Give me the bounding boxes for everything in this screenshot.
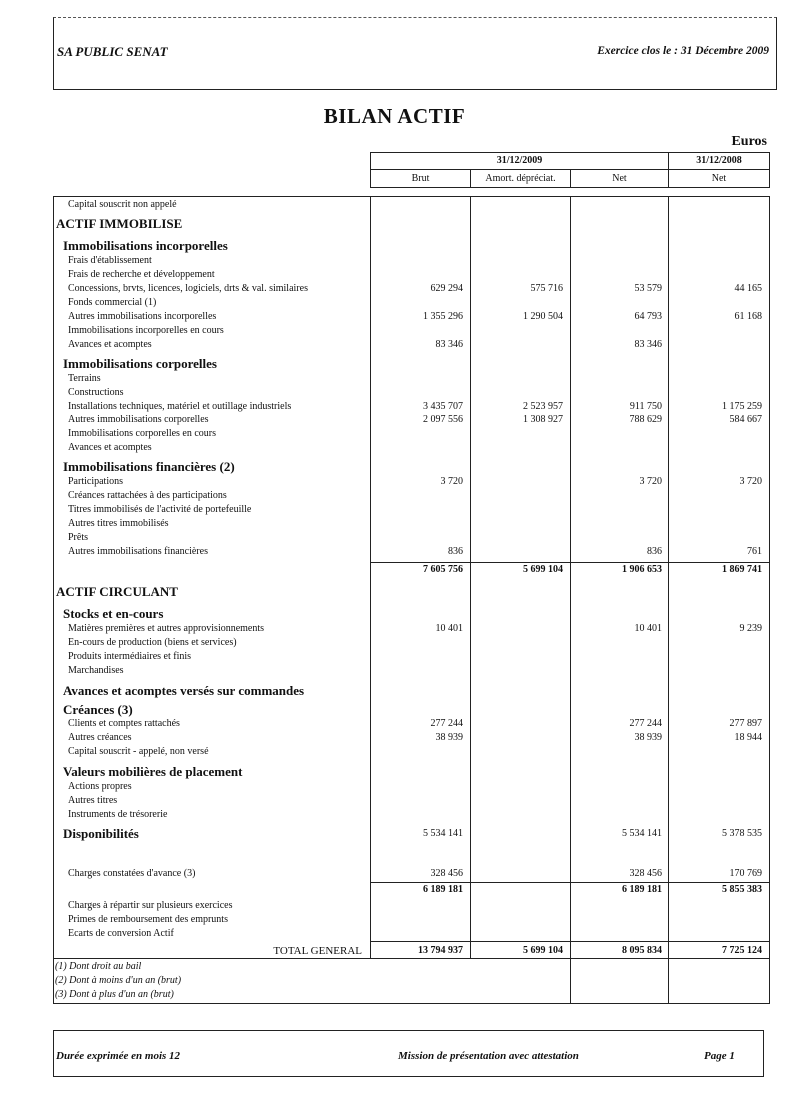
section-heading: ACTIF IMMOBILISE <box>56 216 183 231</box>
cell-prev: 3 720 <box>739 476 762 487</box>
row-label: Participations <box>68 476 123 487</box>
cell-brut: 10 401 <box>435 623 463 634</box>
row-label: Autres titres <box>68 795 118 806</box>
column-header-net-prev: Net <box>668 169 770 188</box>
column-header-brut: Brut <box>370 169 471 188</box>
cell-prev: 18 944 <box>734 732 762 743</box>
cell-prev: 7 725 124 <box>722 945 762 956</box>
row-label: Autres immobilisations corporelles <box>68 414 209 425</box>
subsection-heading: Valeurs mobilières de placement <box>63 764 243 779</box>
subsection-heading: Immobilisations corporelles <box>63 356 217 371</box>
row-label: Frais de recherche et développement <box>68 269 215 280</box>
subsection-heading: Disponibilités <box>63 826 139 841</box>
row-label: Actions propres <box>68 781 132 792</box>
cell-brut: 3 720 <box>440 476 463 487</box>
cell-prev: 761 <box>747 546 762 557</box>
cell-prev: 44 165 <box>734 283 762 294</box>
cell-brut: 2 097 556 <box>423 414 463 425</box>
table-top-border <box>53 196 770 197</box>
subsection-heading: Créances (3) <box>63 702 133 717</box>
cell-prev: 584 667 <box>729 414 762 425</box>
cell-brut: 629 294 <box>430 283 463 294</box>
row-label: Immobilisations incorporelles en cours <box>68 325 224 336</box>
row-label: Capital souscrit - appelé, non versé <box>68 746 209 757</box>
cell-amort: 1 290 504 <box>523 311 563 322</box>
company-name: SA PUBLIC SENAT <box>57 44 168 59</box>
row-label: Instruments de trésorerie <box>68 809 168 820</box>
subsection-heading: Avances et acomptes versés sur commandes <box>63 683 305 698</box>
subsection-heading: Immobilisations incorporelles <box>63 238 228 253</box>
total-line <box>370 941 770 942</box>
column-header-net: Net <box>570 169 669 188</box>
row-label: Terrains <box>68 373 101 384</box>
cell-prev: 170 769 <box>729 868 762 879</box>
cell-net: 64 793 <box>634 311 662 322</box>
col-divider <box>470 196 471 958</box>
cell-prev: 277 897 <box>729 718 762 729</box>
row-label: Produits intermédiaires et finis <box>68 651 192 662</box>
cell-prev: 61 168 <box>734 311 762 322</box>
row-label: Autres titres immobilisés <box>68 518 169 529</box>
row-label: Autres immobilisations financières <box>68 546 208 557</box>
cell-brut: 5 534 141 <box>423 828 463 839</box>
cell-amort: 5 699 104 <box>523 945 563 956</box>
cell-net: 836 <box>647 546 662 557</box>
row-label: Marchandises <box>68 665 124 676</box>
cell-amort: 2 523 957 <box>523 401 563 412</box>
row-label: Charges à répartir sur plusieurs exercices <box>68 900 233 911</box>
page-title: BILAN ACTIF <box>323 104 466 128</box>
cell-prev: 9 239 <box>739 623 762 634</box>
row-label: Avances et acomptes <box>68 442 152 453</box>
subtotal-line <box>370 882 770 883</box>
cell-net: 277 244 <box>629 718 662 729</box>
footnote-3: (3) Dont à plus d'un an (brut) <box>55 989 174 1000</box>
table-bottom-border <box>53 1003 770 1004</box>
cell-net: 911 750 <box>629 401 662 412</box>
row-label: En-cours de production (biens et services) <box>68 637 237 648</box>
cell-prev: 5 855 383 <box>722 884 762 895</box>
cell-prev: 5 378 535 <box>722 828 762 839</box>
exercise-date: Exercice clos le : 31 Décembre 2009 <box>597 45 769 57</box>
row-label: Créances rattachées à des participations <box>68 490 227 501</box>
cell-brut: 328 456 <box>430 868 463 879</box>
row-label: Charges constatées d'avance (3) <box>68 868 196 879</box>
cell-net: 6 189 181 <box>622 884 662 895</box>
row-label: Constructions <box>68 387 124 398</box>
cell-amort: 1 308 927 <box>523 414 563 425</box>
subsection-heading: Immobilisations financières (2) <box>63 459 235 474</box>
subtotal-line <box>370 562 770 563</box>
table-left-border <box>53 196 54 1003</box>
cell-net: 38 939 <box>634 732 662 743</box>
cell-brut: 836 <box>448 546 463 557</box>
cell-brut: 1 355 296 <box>423 311 463 322</box>
footnote-1: (1) Dont droit au bail <box>55 961 142 972</box>
row-label: Capital souscrit non appelé <box>68 199 177 210</box>
row-label: Fonds commercial (1) <box>68 297 157 308</box>
cell-brut: 13 794 937 <box>418 945 463 956</box>
column-group-2009: 31/12/2009 <box>370 152 669 170</box>
cell-net: 788 629 <box>629 414 662 425</box>
cell-amort: 575 716 <box>530 283 563 294</box>
cell-prev: 1 869 741 <box>722 564 762 575</box>
subsection-heading: Stocks et en-cours <box>63 606 164 621</box>
cell-net: 1 906 653 <box>622 564 662 575</box>
footer-mission: Mission de présentation avec attestation <box>398 1050 579 1062</box>
row-label: Matières premières et autres approvisionnements <box>68 623 265 634</box>
cell-amort: 5 699 104 <box>523 564 563 575</box>
cell-brut: 3 435 707 <box>423 401 463 412</box>
row-label: Titres immobilisés de l'activité de portefeuille <box>68 504 252 515</box>
footer-duration: Durée exprimée en mois 12 <box>56 1050 181 1062</box>
section-heading: ACTIF CIRCULANT <box>56 584 178 599</box>
column-group-2008: 31/12/2008 <box>668 152 770 170</box>
row-label: Prêts <box>68 532 88 543</box>
cell-brut: 6 189 181 <box>423 884 463 895</box>
total-bottom-line <box>53 958 770 959</box>
col-divider <box>370 196 371 958</box>
row-label: Frais d'établissement <box>68 255 152 266</box>
cell-prev: 1 175 259 <box>722 401 762 412</box>
column-header-amort: Amort. dépréciat. <box>470 169 571 188</box>
cell-net: 53 579 <box>634 283 662 294</box>
row-label: Primes de remboursement des emprunts <box>68 914 228 925</box>
row-label: Autres créances <box>68 732 132 743</box>
row-label: Immobilisations corporelles en cours <box>68 428 217 439</box>
cell-brut: 7 605 756 <box>423 564 463 575</box>
row-label: Concessions, brvts, licences, logiciels, drts & val. similaires <box>68 283 308 294</box>
row-label: Clients et comptes rattachés <box>68 718 180 729</box>
cell-brut: 38 939 <box>435 732 463 743</box>
row-label: Ecarts de conversion Actif <box>68 928 174 939</box>
row-label: Autres immobilisations incorporelles <box>68 311 217 322</box>
total-general-label: TOTAL GENERAL <box>273 945 362 957</box>
cell-brut: 83 346 <box>435 339 463 350</box>
footer-page: Page 1 <box>704 1050 735 1062</box>
row-label: Avances et acomptes <box>68 339 152 350</box>
cell-net: 8 095 834 <box>622 945 662 956</box>
cell-net: 10 401 <box>634 623 662 634</box>
footnote-2: (2) Dont à moins d'un an (brut) <box>55 975 182 986</box>
cell-net: 328 456 <box>629 868 662 879</box>
cell-net: 83 346 <box>634 339 662 350</box>
currency-label: Euros <box>731 134 767 149</box>
cell-net: 3 720 <box>639 476 662 487</box>
cell-net: 5 534 141 <box>622 828 662 839</box>
row-label: Installations techniques, matériel et outillage industriels <box>68 401 292 412</box>
cell-brut: 277 244 <box>430 718 463 729</box>
